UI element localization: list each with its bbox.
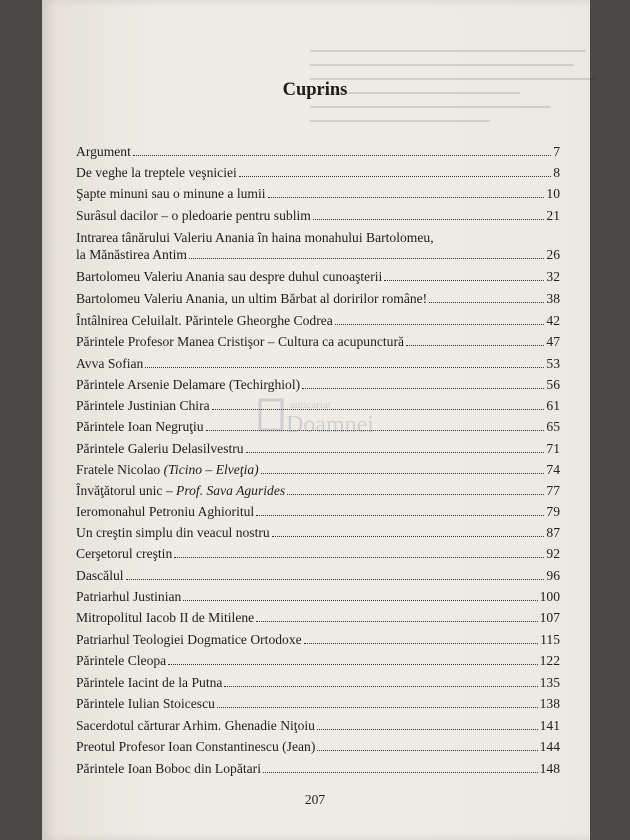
toc-entry-page: 107 (539, 610, 560, 625)
toc-entry-title: Preotul Profesor Ioan Constantinescu (Jean) (76, 739, 316, 754)
dot-leader (304, 643, 538, 644)
dot-leader (224, 686, 537, 687)
toc-entry-page: 79 (546, 504, 560, 519)
toc-entry (76, 717, 560, 734)
toc-entry-page: 61 (546, 398, 560, 413)
toc-entry-page: 100 (539, 589, 560, 604)
toc-entry-page: 38 (546, 291, 560, 306)
toc-entry (76, 652, 560, 669)
toc-entry-title: Şapte minuni sau o minune a lumii (76, 186, 266, 201)
toc-entry-page: 26 (546, 247, 560, 262)
toc-entry-title: Avva Sofian (76, 356, 144, 371)
toc-entry-title: Patriarhul Teologiei Dogmatice Ortodoxe (76, 632, 302, 647)
toc-entry (76, 695, 560, 712)
toc-entry-page: 135 (539, 675, 560, 690)
dot-leader (174, 557, 544, 558)
dot-leader (256, 621, 537, 622)
toc-entry (76, 185, 560, 202)
toc-entry (76, 376, 560, 393)
toc-entry (76, 482, 560, 499)
toc-entry-title: Părintele Galeriu Delasilvestru (76, 441, 244, 456)
toc-entry (76, 312, 560, 329)
toc-entry (76, 503, 560, 520)
dot-leader (317, 750, 537, 751)
toc-entry (76, 609, 560, 626)
toc-entry-title-plain: Fratele Nicolao (76, 462, 164, 477)
toc-entry (76, 355, 560, 372)
toc-entry (76, 545, 560, 562)
toc-entry-page: 141 (539, 718, 560, 733)
dot-leader (313, 219, 545, 220)
toc-entry-title: Argument (76, 144, 131, 159)
toc-entry-page: 8 (553, 165, 560, 180)
toc-entry (76, 631, 560, 648)
watermark-top-text: anticariat (290, 399, 331, 411)
toc-entry (76, 418, 560, 435)
dot-leader (256, 515, 544, 516)
toc-entry-page: 56 (546, 377, 560, 392)
toc-entry-page: 71 (546, 441, 560, 456)
dot-leader (183, 600, 537, 601)
dot-leader (246, 452, 545, 453)
toc-entry (76, 207, 560, 224)
toc-entry-page: 21 (546, 208, 560, 223)
toc-entry-title: De veghe la treptele veşniciei (76, 165, 237, 180)
toc-entry-title: Părintele Ioan Negruţiu (76, 419, 204, 434)
toc-entry-title: Bartolomeu Valeriu Anania sau despre duhul cunoaşterii (76, 269, 383, 284)
toc-entry-page: 10 (546, 186, 560, 201)
dot-leader (429, 302, 544, 303)
toc-entry (76, 524, 560, 541)
toc-entry (76, 760, 560, 777)
dot-leader (272, 536, 545, 537)
toc-entry (76, 164, 560, 181)
toc-entry-page: 74 (546, 462, 560, 477)
toc-entry-title: Sacerdotul cărturar Arhim. Ghenadie Niţoiu (76, 718, 315, 733)
toc-entry (76, 246, 560, 263)
dot-leader (287, 494, 544, 495)
page-title: Cuprins (282, 80, 348, 100)
toc-entry-page: 65 (546, 419, 560, 434)
toc-entry-title-italic: Prof. Sava Agurides (176, 483, 286, 498)
toc-entry-title: Întâlnirea Celuilalt. Părintele Gheorghe Codrea (76, 313, 333, 328)
toc-entry (76, 674, 560, 691)
toc-entry-page: 115 (540, 632, 560, 647)
dot-leader (263, 772, 538, 773)
dot-leader (212, 409, 545, 410)
toc-entry-title: Patriarhul Justinian (76, 589, 182, 604)
toc-entry (76, 333, 560, 350)
toc-entry-page: 138 (539, 696, 560, 711)
toc-entry-page: 77 (546, 483, 560, 498)
toc-entry-title: Părintele Iacint de la Putna (76, 675, 223, 690)
dot-leader (168, 664, 537, 665)
toc-entry (76, 143, 560, 160)
toc-entry-title: Cerşetorul creştin (76, 546, 173, 561)
dot-leader (189, 258, 544, 259)
page-number: 207 (304, 792, 326, 807)
toc-entry-page: 148 (539, 761, 560, 776)
toc-entry-page: 7 (553, 144, 560, 159)
toc-entry-title: Surâsul dacilor – o pledoarie pentru sublim (76, 208, 311, 223)
watermark-brand: Doamnei (286, 412, 374, 438)
toc-entry-title: Părintele Iulian Stoicescu (76, 696, 215, 711)
toc-entry-title: Părintele Cleopa (76, 653, 167, 668)
toc-entry-title: Intrarea tânărului Valeriu Anania în haina monahului Bartolomeu, (76, 230, 434, 245)
dot-leader (126, 579, 545, 580)
dot-leader (317, 729, 538, 730)
toc-entry-title: Ieromonahul Petroniu Aghioritul (76, 504, 255, 519)
toc-entry-title-italic: (Ticino – Elveţia) (163, 462, 259, 477)
toc-entry-page: 96 (546, 568, 560, 583)
toc-entry-title: Dascălul (76, 568, 124, 583)
toc-entry (76, 461, 560, 478)
toc-entry-page: 32 (546, 269, 560, 284)
toc-entry-page: 87 (546, 525, 560, 540)
dot-leader (206, 430, 545, 431)
toc-entry-title-plain: Învăţătorul unic – (76, 483, 177, 498)
toc-entry (76, 440, 560, 457)
toc-entry-title: Părintele Ioan Boboc din Lopătari (76, 761, 261, 776)
dot-leader (133, 155, 551, 156)
toc-entry-title: Părintele Profesor Manea Cristişor – Cultura ca acupunctură (76, 334, 405, 349)
toc-entry-title (76, 461, 259, 478)
toc-entry (76, 290, 560, 307)
toc-entry-page: 42 (546, 313, 560, 328)
toc-entry-title: Părintele Justinian Chira (76, 398, 210, 413)
dot-leader (261, 473, 545, 474)
toc-entry (76, 268, 560, 285)
toc-entry-line1 (76, 229, 560, 246)
toc-entry-title: Părintele Arsenie Delamare (Techirghiol) (76, 377, 301, 392)
toc-entry-page: 122 (539, 653, 560, 668)
toc-entry-page: 144 (539, 739, 560, 754)
dot-leader (335, 324, 545, 325)
toc-entry-page: 53 (546, 356, 560, 371)
dot-leader (145, 367, 544, 368)
toc-entry-title (76, 482, 285, 499)
toc-entry-title: Bartolomeu Valeriu Anania, un ultim Bărbat al doririlor române! (76, 291, 428, 306)
toc-entry (76, 738, 560, 755)
toc-entry-page: 47 (546, 334, 560, 349)
dot-leader (239, 176, 551, 177)
toc-entry-title: Mitropolitul Iacob II de Mitilene (76, 610, 255, 625)
dot-leader (384, 280, 544, 281)
dot-leader (217, 707, 538, 708)
toc-entry (76, 567, 560, 584)
dot-leader (268, 197, 545, 198)
toc-entry (76, 397, 560, 414)
toc-entry-title-cont: la Mănăstirea Antim (76, 247, 187, 262)
toc-entry-page: 92 (546, 546, 560, 561)
dot-leader (302, 388, 544, 389)
toc-entry (76, 588, 560, 605)
dot-leader (406, 345, 544, 346)
toc-entry-title: Un creştin simplu din veacul nostru (76, 525, 270, 540)
